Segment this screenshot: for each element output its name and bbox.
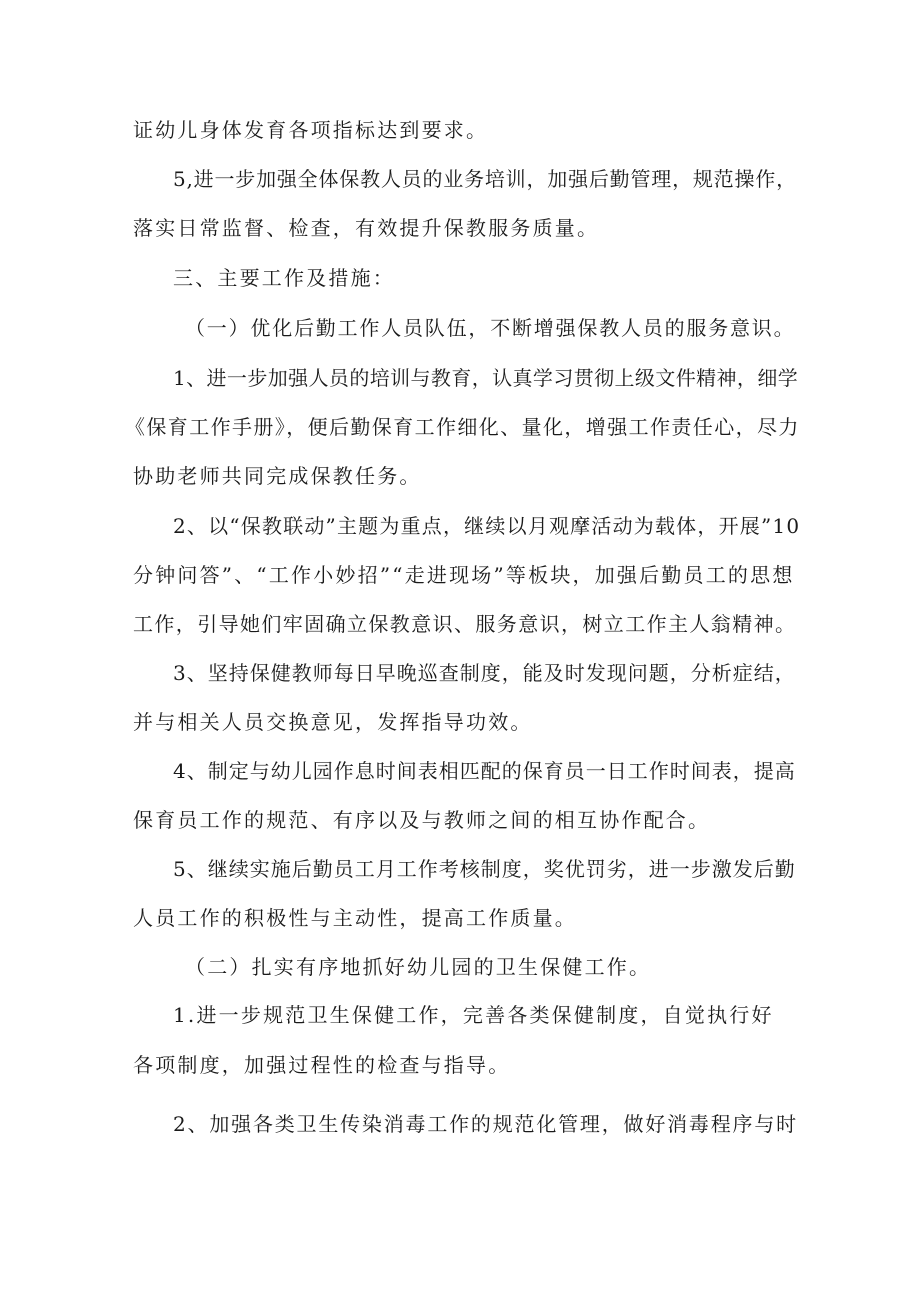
text-line: 人员工作的积极性与主动性，提高工作质量。 bbox=[133, 906, 577, 930]
text-line: 1.进一步规范卫生保健工作，完善各类保健制度，自觉执行好 bbox=[173, 1003, 774, 1027]
text-line: 各项制度，加强过程性的检查与指导。 bbox=[133, 1053, 511, 1077]
text-line: 分钟问答”、“工作小妙招”“走进现场”等板块，加强后勤员工的思想 bbox=[133, 563, 795, 587]
text-line: 2、以“保教联动”主题为重点，继续以月观摩活动为载体，开展”10 bbox=[173, 514, 801, 538]
text-line: 3、坚持保健教师每日早晚巡查制度，能及时发现问题，分析症结， bbox=[173, 661, 796, 685]
text-line: 工作，引导她们牢固确立保教意识、服务意识，树立工作主人翁精神。 bbox=[133, 612, 797, 636]
text-line: 5,进一步加强全体保教人员的业务培训，加强后勤管理，规范操作， bbox=[173, 167, 797, 191]
text-line: 《保育工作手册》，便后勤保育工作细化、量化，增强工作责任心，尽力 bbox=[125, 415, 800, 439]
subsection-heading: （一）优化后勤工作人员队伍，不断增强保教人员的服务意识。 bbox=[185, 316, 796, 340]
text-line: 协助老师共同完成保教任务。 bbox=[133, 464, 422, 488]
section-heading: 三、主要工作及措施： bbox=[173, 266, 395, 290]
text-line: 2、加强各类卫生传染消毒工作的规范化管理，做好消毒程序与时 bbox=[173, 1112, 798, 1136]
subsection-heading: （二）扎实有序地抓好幼儿园的卫生保健工作。 bbox=[185, 955, 652, 979]
text-line: 并与相关人员交换意见，发挥指导功效。 bbox=[133, 710, 533, 734]
text-line: 5、继续实施后勤员工月工作考核制度，奖优罚劣，进一步激发后勤 bbox=[173, 857, 796, 881]
text-line: 4、制定与幼儿园作息时间表相匹配的保育员一日工作时间表，提高 bbox=[173, 759, 796, 783]
text-line: 1、进一步加强人员的培训与教育，认真学习贯彻上级文件精神，细学 bbox=[173, 366, 799, 390]
text-line: 保育员工作的规范、有序以及与教师之间的相互协作配合。 bbox=[133, 808, 711, 832]
text-line: 证幼儿身体发育各项指标达到要求。 bbox=[133, 118, 489, 142]
text-line: 落实日常监督、检查，有效提升保教服务质量。 bbox=[133, 216, 600, 240]
